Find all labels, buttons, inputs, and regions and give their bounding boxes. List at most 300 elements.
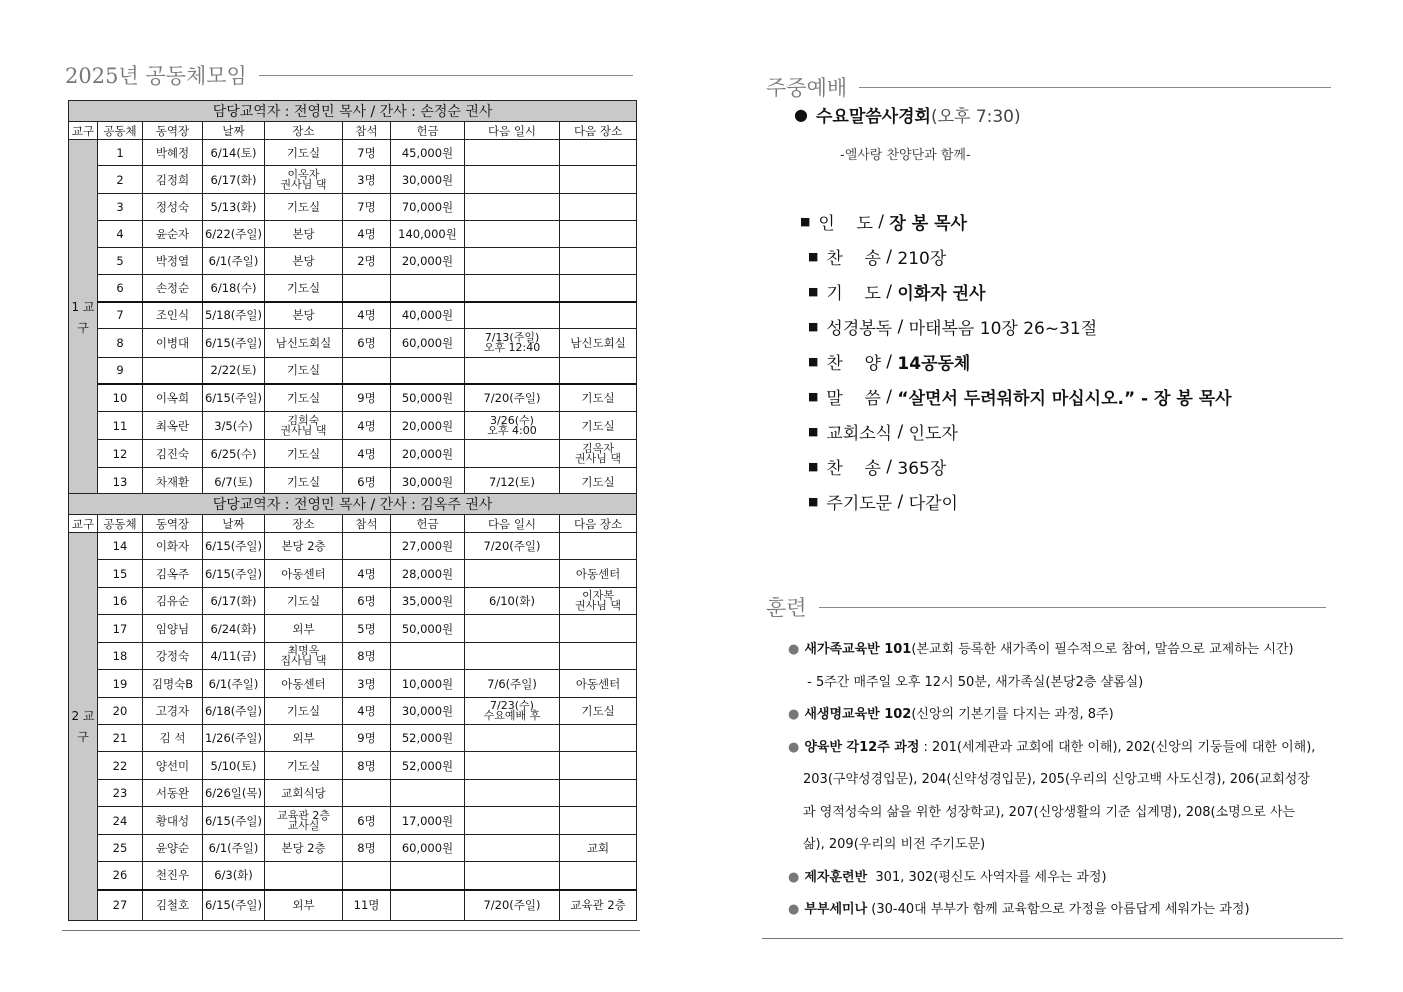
table-cell: 9 bbox=[98, 358, 143, 384]
training-name: 제자훈련반 bbox=[804, 869, 868, 885]
circle-bullet-icon: ● bbox=[788, 869, 800, 885]
table-cell: 6/15(주일) bbox=[203, 533, 265, 560]
service-item-label: 기 도 bbox=[826, 284, 881, 304]
table-cell: 4/11(금) bbox=[203, 643, 265, 670]
service-item-label: 교회소식 bbox=[826, 424, 893, 444]
service-item bbox=[808, 449, 1232, 484]
table-row bbox=[69, 358, 637, 384]
column-header: 교구 bbox=[69, 122, 98, 140]
table-cell: 아동센터 bbox=[265, 670, 343, 698]
service-item-value: 14공동체 bbox=[897, 354, 971, 374]
worship-section bbox=[794, 102, 1354, 514]
table-cell: 24 bbox=[98, 807, 143, 835]
square-bullet-icon: ■ bbox=[808, 320, 819, 333]
table-cell bbox=[465, 221, 560, 248]
table-cell: 4명 bbox=[343, 560, 391, 588]
table-cell: 이화자 bbox=[143, 533, 203, 560]
small-groups-title: 2025년 공동체모임 bbox=[65, 64, 247, 88]
table-cell bbox=[560, 275, 637, 302]
table-cell: 2/22(토) bbox=[203, 358, 265, 384]
table-cell: 본당 2층 bbox=[265, 533, 343, 560]
table-cell: 7/20(주일) bbox=[465, 384, 560, 412]
table-cell: 6/18(수) bbox=[203, 275, 265, 302]
separator: / bbox=[892, 421, 909, 442]
table-cell bbox=[465, 725, 560, 752]
square-bullet-icon: ■ bbox=[808, 425, 819, 438]
table-cell: 6/3(화) bbox=[203, 862, 265, 890]
service-item-value: 장 봉 목사 bbox=[889, 214, 967, 234]
table-cell: 김희숙 권사님 댁 bbox=[265, 412, 343, 440]
table-cell: 6/15(주일) bbox=[203, 329, 265, 358]
service-item bbox=[808, 414, 1232, 449]
table-cell: 7/20(주일) bbox=[465, 533, 560, 560]
table-cell bbox=[465, 302, 560, 329]
table-cell: 손정순 bbox=[143, 275, 203, 302]
table-cell: 김철호 bbox=[143, 890, 203, 921]
table-cell: 6/26일(목) bbox=[203, 780, 265, 807]
header-row bbox=[69, 515, 637, 533]
table-row bbox=[69, 221, 637, 248]
table-cell: 4명 bbox=[343, 221, 391, 248]
table-cell bbox=[465, 358, 560, 384]
table-cell: 6/1(주일) bbox=[203, 248, 265, 275]
column-header: 참석 bbox=[343, 515, 391, 533]
table-cell: 기도실 bbox=[265, 752, 343, 780]
table-row bbox=[69, 194, 637, 221]
table-cell: 기도실 bbox=[265, 384, 343, 412]
table-cell: 외부 bbox=[265, 890, 343, 921]
table-cell: 교회 bbox=[560, 835, 637, 862]
order-of-service bbox=[794, 204, 1232, 519]
table-cell: 박정열 bbox=[143, 248, 203, 275]
table-cell: 6/15(주일) bbox=[203, 807, 265, 835]
table-cell: 조인식 bbox=[143, 302, 203, 329]
table-cell: 교육관 2층 bbox=[560, 890, 637, 921]
table-cell bbox=[560, 140, 637, 166]
table-cell: 서동완 bbox=[143, 780, 203, 807]
table-cell: 기도실 bbox=[265, 358, 343, 384]
training-item bbox=[788, 732, 1348, 765]
square-bullet-icon: ■ bbox=[808, 390, 819, 403]
column-header: 장소 bbox=[265, 515, 343, 533]
table-cell bbox=[465, 780, 560, 807]
square-bullet-icon: ■ bbox=[808, 250, 819, 263]
table-cell: 6/15(주일) bbox=[203, 560, 265, 588]
table-cell: 이자복 권사님 댁 bbox=[560, 588, 637, 615]
table-cell: 기도실 bbox=[265, 140, 343, 166]
table-cell: 기도실 bbox=[265, 698, 343, 725]
service-item-label: 성경봉독 bbox=[826, 319, 893, 339]
training-text: - 5주간 매주일 오후 12시 50분, 새가족실(본당2층 샬롬실) bbox=[803, 674, 1144, 690]
table-cell bbox=[560, 725, 637, 752]
table-cell: 21 bbox=[98, 725, 143, 752]
table-cell: 6명 bbox=[343, 468, 391, 496]
left-bottom-rule bbox=[62, 930, 640, 931]
column-header: 다음 장소 bbox=[560, 515, 637, 533]
training-name: 부부세미나 bbox=[804, 902, 868, 917]
service-item bbox=[808, 344, 1232, 379]
table-cell: 고경자 bbox=[143, 698, 203, 725]
table-cell: 이병대 bbox=[143, 329, 203, 358]
table-cell: 기도실 bbox=[560, 412, 637, 440]
table-cell: 28,000원 bbox=[391, 560, 465, 588]
table-cell bbox=[465, 440, 560, 468]
table-cell: 3명 bbox=[343, 670, 391, 698]
table-row bbox=[69, 140, 637, 166]
table-cell: 기도실 bbox=[265, 588, 343, 615]
table-cell: 외부 bbox=[265, 725, 343, 752]
training-item bbox=[788, 667, 1348, 700]
table-row bbox=[69, 384, 637, 412]
table-cell: 6/7(토) bbox=[203, 468, 265, 496]
filled-circle-icon: ● bbox=[794, 105, 808, 124]
training-title: 훈련 bbox=[766, 596, 807, 620]
table-cell: 본당 bbox=[265, 302, 343, 329]
table-cell: 17 bbox=[98, 615, 143, 643]
column-header: 장소 bbox=[265, 122, 343, 140]
circle-bullet-icon: ● bbox=[788, 902, 800, 917]
service-item-label: 찬 송 bbox=[826, 249, 881, 269]
table-cell: 11명 bbox=[343, 890, 391, 921]
service-item-label: 찬 양 bbox=[826, 354, 881, 374]
table-cell: 남신도회실 bbox=[560, 329, 637, 358]
table-cell: 8명 bbox=[343, 835, 391, 862]
table-cell bbox=[560, 862, 637, 890]
column-header: 헌금 bbox=[391, 122, 465, 140]
table-cell bbox=[391, 275, 465, 302]
training-item bbox=[788, 894, 1348, 927]
district-cell: 1 교 구 bbox=[69, 140, 98, 496]
service-item bbox=[808, 379, 1232, 414]
table-cell: 기도실 bbox=[265, 275, 343, 302]
table-row bbox=[69, 468, 637, 496]
training-item bbox=[788, 764, 1348, 797]
table-cell: 아동센터 bbox=[560, 670, 637, 698]
table-cell: 천진우 bbox=[143, 862, 203, 890]
title-rule bbox=[259, 75, 633, 76]
service-item-value: 다같이 bbox=[908, 494, 958, 514]
table-cell: 70,000원 bbox=[391, 194, 465, 221]
table-cell bbox=[465, 166, 560, 194]
table-cell: 8명 bbox=[343, 752, 391, 780]
table-cell: 7/13(주일) 오후 12:40 bbox=[465, 329, 560, 358]
table-cell: 6 bbox=[98, 275, 143, 302]
service-item-label: 주기도문 bbox=[826, 494, 893, 514]
table-row bbox=[69, 166, 637, 194]
table-cell: 60,000원 bbox=[391, 329, 465, 358]
column-header: 다음 일시 bbox=[465, 122, 560, 140]
table-cell: 27 bbox=[98, 890, 143, 921]
header-row bbox=[69, 122, 637, 140]
column-header: 헌금 bbox=[391, 515, 465, 533]
training-text: (30-40대 부부가 함께 교육함으로 가정을 아름답게 세워가는 과정) bbox=[867, 902, 1250, 917]
table-cell: 7 bbox=[98, 302, 143, 329]
service-item-value: 이화자 권사 bbox=[897, 284, 986, 304]
leader-row bbox=[69, 101, 637, 122]
separator: / bbox=[880, 351, 898, 372]
group1-table bbox=[68, 100, 637, 496]
square-bullet-icon: ■ bbox=[808, 355, 819, 368]
table-cell: 52,000원 bbox=[391, 752, 465, 780]
table-cell: 5/13(화) bbox=[203, 194, 265, 221]
table-cell: 30,000원 bbox=[391, 468, 465, 496]
table-cell: 정성숙 bbox=[143, 194, 203, 221]
table-row bbox=[69, 643, 637, 670]
table-cell: 10 bbox=[98, 384, 143, 412]
service-item bbox=[808, 274, 1232, 309]
table-row bbox=[69, 698, 637, 725]
service-subtitle: -엘사랑 찬양단과 함께- bbox=[840, 148, 971, 163]
table-cell: 7명 bbox=[343, 140, 391, 166]
table-cell: 김 석 bbox=[143, 725, 203, 752]
table-row bbox=[69, 835, 637, 862]
table-cell: 7/6(주일) bbox=[465, 670, 560, 698]
table-cell: 8 bbox=[98, 329, 143, 358]
table-cell: 25 bbox=[98, 835, 143, 862]
column-header: 동역장 bbox=[143, 122, 203, 140]
service-name: 수요말씀사경회 bbox=[815, 107, 931, 127]
table-cell: 2 bbox=[98, 166, 143, 194]
table-cell: 50,000원 bbox=[391, 615, 465, 643]
table-cell: 11 bbox=[98, 412, 143, 440]
table-cell: 7/12(토) bbox=[465, 468, 560, 496]
table-cell bbox=[560, 615, 637, 643]
table-cell bbox=[560, 533, 637, 560]
table-cell bbox=[343, 275, 391, 302]
table-cell bbox=[465, 248, 560, 275]
service-item-value: 365장 bbox=[897, 459, 947, 479]
table-cell: 6/14(토) bbox=[203, 140, 265, 166]
table-cell: 6명 bbox=[343, 807, 391, 835]
table-cell: 20 bbox=[98, 698, 143, 725]
leader-row bbox=[69, 494, 637, 515]
table-cell: 7명 bbox=[343, 194, 391, 221]
service-item-label: 인 도 bbox=[818, 214, 873, 234]
training-name: 새가족교육반 101 bbox=[804, 642, 912, 657]
table-cell bbox=[265, 862, 343, 890]
table-cell: 아동센터 bbox=[560, 560, 637, 588]
separator: / bbox=[880, 246, 898, 267]
column-header: 날짜 bbox=[203, 515, 265, 533]
table-cell: 52,000원 bbox=[391, 725, 465, 752]
table-cell: 본당 bbox=[265, 221, 343, 248]
table-cell bbox=[343, 862, 391, 890]
table-cell: 7/20(주일) bbox=[465, 890, 560, 921]
table-cell: 16 bbox=[98, 588, 143, 615]
service-item bbox=[808, 484, 1232, 519]
table-cell: 6/17(화) bbox=[203, 588, 265, 615]
column-header: 날짜 bbox=[203, 122, 265, 140]
table-cell: 이옥희 bbox=[143, 384, 203, 412]
table-cell: 이옥자 권사님 댁 bbox=[265, 166, 343, 194]
table-cell: 40,000원 bbox=[391, 302, 465, 329]
table-cell: 6/25(수) bbox=[203, 440, 265, 468]
separator: / bbox=[892, 491, 909, 512]
service-heading bbox=[794, 102, 1354, 127]
table-cell: 김명숙B bbox=[143, 670, 203, 698]
table-cell: 7/23(수) 수요예배 후 bbox=[465, 698, 560, 725]
table-row bbox=[69, 248, 637, 275]
column-header: 다음 일시 bbox=[465, 515, 560, 533]
service-item bbox=[808, 309, 1232, 344]
training-text: : 201(세계관과 교회에 대한 이해), 202(신앙의 기둥들에 대한 이해), bbox=[919, 739, 1316, 755]
worship-title: 주중예배 bbox=[766, 76, 848, 100]
table-cell: 최옥란 bbox=[143, 412, 203, 440]
table-row bbox=[69, 862, 637, 890]
table-cell: 30,000원 bbox=[391, 166, 465, 194]
right-bottom-rule bbox=[762, 938, 1343, 939]
leader-cell: 담당교역자 : 전영민 목사 / 간사 : 손정순 권사 bbox=[69, 101, 637, 122]
table-cell: 6/10(화) bbox=[465, 588, 560, 615]
table-cell: 남신도회실 bbox=[265, 329, 343, 358]
column-header: 동역장 bbox=[143, 515, 203, 533]
table-cell: 13 bbox=[98, 468, 143, 496]
table-row bbox=[69, 412, 637, 440]
service-item-label: 찬 송 bbox=[826, 459, 881, 479]
table-cell: 3 bbox=[98, 194, 143, 221]
training-text: 과 영적성숙의 삶을 위한 성장학교), 207(신앙생활의 기준 십계명), 208(소명으로 사는 bbox=[803, 804, 1296, 820]
table-cell: 강정숙 bbox=[143, 643, 203, 670]
separator: / bbox=[880, 281, 898, 302]
table-cell: 기도실 bbox=[560, 698, 637, 725]
table-row bbox=[69, 670, 637, 698]
table-cell: 기도실 bbox=[265, 194, 343, 221]
table-cell: 6/22(주일) bbox=[203, 221, 265, 248]
table-cell: 22 bbox=[98, 752, 143, 780]
table-cell: 6/1(주일) bbox=[203, 670, 265, 698]
table-cell: 6/15(주일) bbox=[203, 890, 265, 921]
training-item bbox=[788, 797, 1348, 830]
table-cell bbox=[465, 560, 560, 588]
table-cell: 10,000원 bbox=[391, 670, 465, 698]
table-cell bbox=[143, 358, 203, 384]
training-item bbox=[788, 862, 1348, 895]
table-cell: 3/5(수) bbox=[203, 412, 265, 440]
table-cell bbox=[343, 358, 391, 384]
table-cell: 6/17(화) bbox=[203, 166, 265, 194]
table-cell: 6명 bbox=[343, 588, 391, 615]
table-cell: 김정희 bbox=[143, 166, 203, 194]
table-cell: 박혜정 bbox=[143, 140, 203, 166]
table-cell bbox=[465, 140, 560, 166]
table-cell bbox=[465, 752, 560, 780]
table-cell: 9명 bbox=[343, 384, 391, 412]
table-cell bbox=[560, 221, 637, 248]
district-cell: 2 교 구 bbox=[69, 533, 98, 921]
table-row bbox=[69, 329, 637, 358]
table-cell: 임양님 bbox=[143, 615, 203, 643]
table-cell: 23 bbox=[98, 780, 143, 807]
table-cell: 6명 bbox=[343, 329, 391, 358]
service-item-value: 마태복음 10장 26~31절 bbox=[908, 319, 1098, 339]
service-item-value: “살면서 두려워하지 마십시오.” - 장 봉 목사 bbox=[897, 389, 1232, 409]
table-cell: 15 bbox=[98, 560, 143, 588]
square-bullet-icon: ■ bbox=[808, 495, 819, 508]
square-bullet-icon: ■ bbox=[800, 215, 811, 228]
service-item bbox=[800, 204, 1232, 239]
table-cell: 8명 bbox=[343, 643, 391, 670]
service-item-value: 210장 bbox=[897, 249, 947, 269]
table-cell bbox=[391, 862, 465, 890]
table-cell: 3명 bbox=[343, 166, 391, 194]
table-row bbox=[69, 890, 637, 921]
table-cell: 외부 bbox=[265, 615, 343, 643]
table-cell: 5/18(주일) bbox=[203, 302, 265, 329]
column-header: 교구 bbox=[69, 515, 98, 533]
table-cell: 140,000원 bbox=[391, 221, 465, 248]
table-cell: 기도실 bbox=[560, 384, 637, 412]
table-cell bbox=[391, 643, 465, 670]
table-cell bbox=[560, 807, 637, 835]
circle-bullet-icon: ● bbox=[788, 707, 800, 722]
table-cell: 20,000원 bbox=[391, 248, 465, 275]
table-cell: 30,000원 bbox=[391, 698, 465, 725]
square-bullet-icon: ■ bbox=[808, 460, 819, 473]
section-title-small-groups bbox=[65, 60, 633, 90]
table-cell bbox=[560, 248, 637, 275]
table-cell: 35,000원 bbox=[391, 588, 465, 615]
table-cell: 5 bbox=[98, 248, 143, 275]
service-item-label: 말 씀 bbox=[826, 389, 881, 409]
table-row bbox=[69, 560, 637, 588]
table-row bbox=[69, 615, 637, 643]
table-cell: 교회식당 bbox=[265, 780, 343, 807]
table-cell: 20,000원 bbox=[391, 440, 465, 468]
table-cell: 3/26(수) 오후 4:00 bbox=[465, 412, 560, 440]
table-cell: 5명 bbox=[343, 615, 391, 643]
table-cell bbox=[560, 194, 637, 221]
table-cell: 26 bbox=[98, 862, 143, 890]
table-cell: 12 bbox=[98, 440, 143, 468]
table-cell: 45,000원 bbox=[391, 140, 465, 166]
table-cell: 기도실 bbox=[265, 468, 343, 496]
training-text: (본교회 등록한 새가족이 필수적으로 참여, 말씀으로 교제하는 시간) bbox=[911, 642, 1294, 657]
table-cell bbox=[465, 807, 560, 835]
table-cell bbox=[343, 533, 391, 560]
training-text: (신앙의 기본기를 다지는 과정, 8주) bbox=[911, 707, 1114, 722]
separator: / bbox=[892, 316, 909, 337]
table-row bbox=[69, 275, 637, 302]
group2-table bbox=[68, 493, 637, 921]
column-header: 공동체 bbox=[98, 122, 143, 140]
table-cell: 4명 bbox=[343, 698, 391, 725]
table-cell: 6/1(주일) bbox=[203, 835, 265, 862]
service-item-value: 인도자 bbox=[908, 424, 958, 444]
separator: / bbox=[872, 211, 890, 232]
table-cell bbox=[465, 643, 560, 670]
table-cell: 4명 bbox=[343, 440, 391, 468]
table-cell: 아동센터 bbox=[265, 560, 343, 588]
table-row bbox=[69, 752, 637, 780]
section-title-training bbox=[766, 592, 1326, 622]
table-cell: 1/26(주일) bbox=[203, 725, 265, 752]
table-cell bbox=[465, 275, 560, 302]
table-cell: 5/10(토) bbox=[203, 752, 265, 780]
table-cell bbox=[465, 862, 560, 890]
training-text: 203(구약성경입문), 204(신약성경입문), 205(우리의 신앙고백 사도신경), 206(교회성장 bbox=[803, 772, 1310, 787]
table-cell: 50,000원 bbox=[391, 384, 465, 412]
table-cell: 17,000원 bbox=[391, 807, 465, 835]
table-cell bbox=[560, 780, 637, 807]
table-row bbox=[69, 725, 637, 752]
table-cell bbox=[560, 752, 637, 780]
separator: / bbox=[880, 386, 898, 407]
training-text: 301, 302(평신도 사역자를 세우는 과정) bbox=[867, 869, 1107, 885]
training-name: 양육반 각12주 과정 bbox=[804, 739, 920, 755]
table-cell: 윤순자 bbox=[143, 221, 203, 248]
table-row bbox=[69, 588, 637, 615]
circle-bullet-icon: ● bbox=[788, 739, 800, 755]
